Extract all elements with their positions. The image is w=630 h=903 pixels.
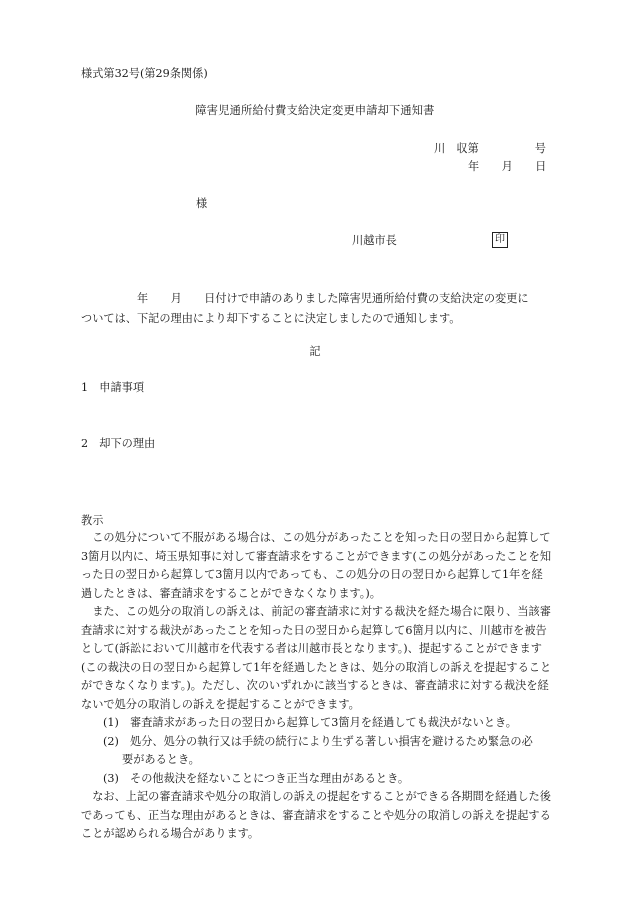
instruction-case-3: (3) その他裁決を経ないことにつき正当な理由があるとき。 [103, 771, 410, 785]
instruction-paragraph-2: また、この処分の取消しの訴えは、前記の審査請求に対する裁決を経た場合に限り、当該審査請求に対する裁決があったことを知った日の翌日から起算して6箇月以内に、川越市を被告として(訴訟において川越市を代表する者は川越市長となります。)、提起することができます(この裁決の日の翌日から起算して1年を経過したときは、処分の取消しの訴えを提起することができなくなります。)。ただし、次のいずれかに該当するときは、審査請求に対する裁決を経ないで処分の取消しの訴えを提起することができます。 [81, 605, 552, 711]
instruction-body [81, 529, 553, 844]
item-rejection-reason: 2 却下の理由 [81, 437, 156, 450]
instruction-case-2a: (2) 処分、処分の執行又は手続の続行により生ずる著しい損害を避けるため緊急の必 [103, 734, 533, 748]
document-title: 障害児通所給付費支給決定変更申請却下通知書 [195, 104, 435, 117]
instruction-paragraph-3: なお、上記の審査請求や処分の取消しの訴えの提起をすることができる各期間を経過した後であっても、正当な理由があるときは、審査請求をすることや処分の取消しの訴えを提起することが認められる場合があります。 [81, 790, 551, 840]
sender-name: 川越市長 [352, 234, 397, 247]
instruction-case-1: (1) 審査請求があった日の翌日から起算して3箇月を経過しても裁決がないとき。 [103, 716, 517, 729]
instruction-case-2b: 要があるとき。 [122, 753, 200, 766]
notice-body [81, 289, 551, 329]
document-date: 年 月 日 [468, 160, 547, 173]
item-application-matter: 1 申請事項 [81, 381, 145, 394]
instruction-paragraph-1: この処分について不服がある場合は、この処分があったことを知った日の翌日から起算して3箇月以内に、埼玉県知事に対して審査請求をすることができます(この処分があったことを知った日の翌日から起算して3箇月以内であっても、この処分の日の翌日から起算して1年を経過したときは、審査請求をすることができなくなります。)。 [81, 531, 552, 600]
notice-line-2: ついては、下記の理由により却下することに決定しましたので通知します。 [81, 312, 461, 325]
instruction-heading: 教示 [81, 514, 104, 527]
addressee-honorific: 様 [196, 197, 208, 210]
ki-heading: 記 [309, 345, 321, 358]
seal-mark: 印 [492, 232, 508, 248]
form-number: 様式第32号(第29条関係) [81, 67, 208, 80]
notice-line-1: 年 月 日付けで申請のありました障害児通所給付費の支給決定の変更に [137, 292, 529, 305]
document-number: 川 収第 号 [434, 142, 546, 155]
